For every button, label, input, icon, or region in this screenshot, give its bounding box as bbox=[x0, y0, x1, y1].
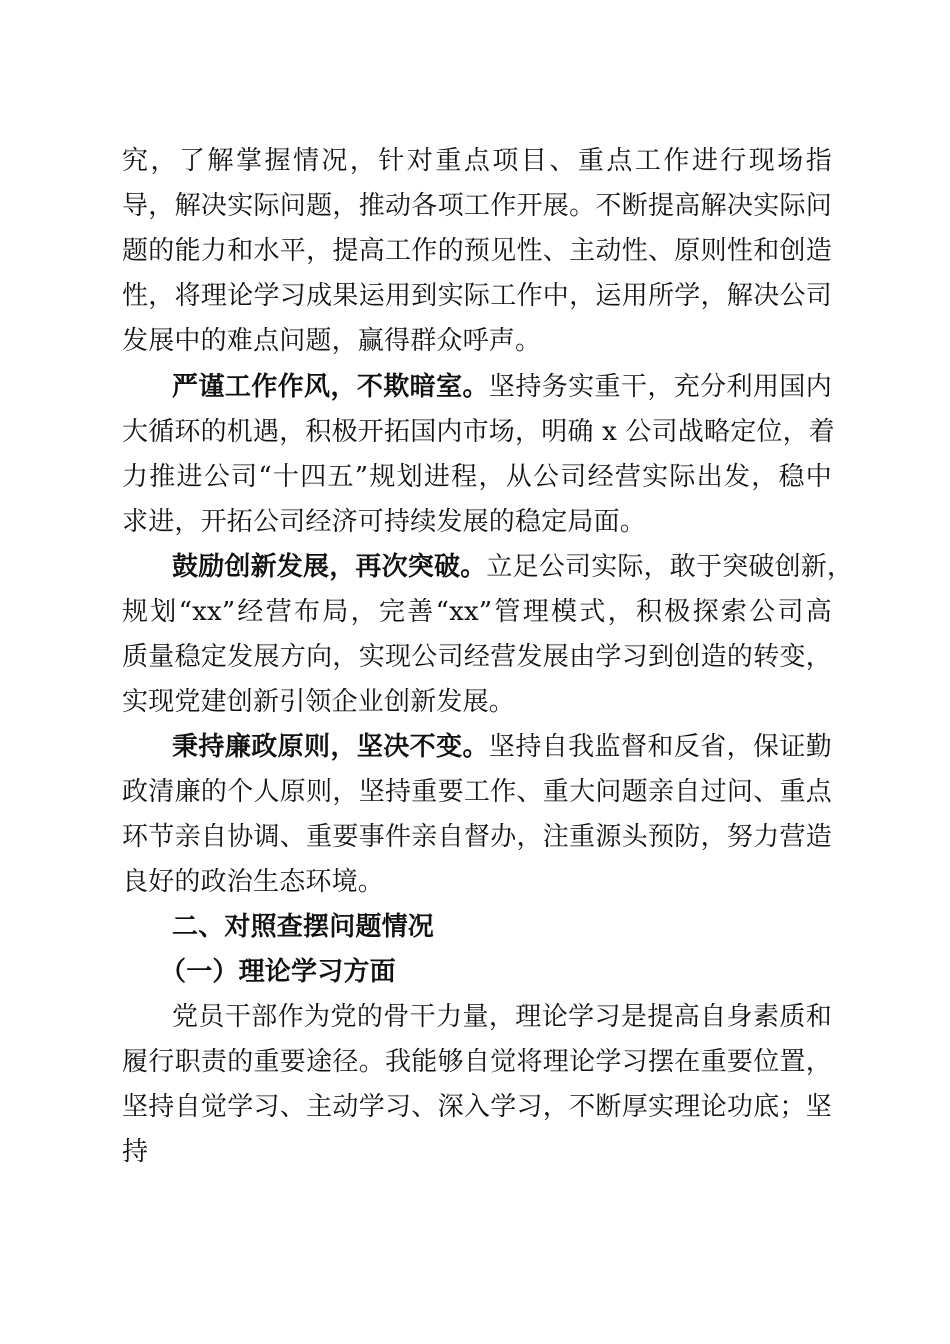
paragraph-first-line: 党员干部作为党的骨干力量，理论学习是提高自身素质和 bbox=[172, 1002, 832, 1032]
body-line: 导，解决实际问题，推动各项工作开展。不断提高解决实际问 bbox=[122, 191, 832, 221]
body-line: 履行职责的重要途径。我能够自觉将理论学习摆在重要位置， bbox=[122, 1047, 832, 1077]
section-heading: 二、对照查摆问题情况 bbox=[172, 912, 435, 942]
body-line: 实现党建创新引领企业创新发展。 bbox=[122, 687, 516, 717]
body-line: 题的能力和水平，提高工作的预见性、主动性、原则性和创造 bbox=[122, 236, 832, 266]
paragraph-first-line bbox=[172, 732, 832, 762]
body-line: 环节亲自协调、重要事件亲自督办，注重源头预防，努力营造 bbox=[122, 822, 832, 852]
subsection-heading: （一）理论学习方面 bbox=[160, 957, 396, 987]
body-line: 求进，开拓公司经济可持续发展的稳定局面。 bbox=[122, 507, 647, 537]
paragraph-text: 坚持自我监督和反省，保证勤 bbox=[488, 732, 832, 762]
paragraph-text: 坚持务实重干，充分利用国内 bbox=[488, 372, 832, 402]
body-line: 大循环的机遇，积极开拓国内市场，明确 x 公司战略定位，着 bbox=[122, 417, 835, 447]
body-line: 规划“xx”经营布局，完善“xx”管理模式，积极探索公司高 bbox=[122, 597, 832, 627]
body-line: 质量稳定发展方向，实现公司经营发展由学习到创造的转变， bbox=[122, 642, 832, 672]
body-line: 政清廉的个人原则，坚持重要工作、重大问题亲自过问、重点 bbox=[122, 777, 832, 807]
body-line: 力推进公司“十四五”规划进程，从公司经营实际出发，稳中 bbox=[122, 462, 832, 492]
paragraph-first-line bbox=[172, 372, 832, 402]
body-line: 性，将理论学习成果运用到实际工作中，运用所学，解决公司 bbox=[122, 281, 832, 311]
body-line: 究，了解掌握情况，针对重点项目、重点工作进行现场指 bbox=[122, 146, 832, 176]
paragraph-heading: 严谨工作作风，不欺暗室。 bbox=[172, 372, 489, 402]
paragraph-text: 立足公司实际，敢于突破创新， bbox=[486, 552, 854, 582]
paragraph-heading: 鼓励创新发展，再次突破。 bbox=[172, 552, 487, 582]
body-line: 持 bbox=[122, 1137, 149, 1167]
paragraph-heading: 秉持廉政原则，坚决不变。 bbox=[172, 732, 489, 762]
paragraph-first-line bbox=[172, 552, 854, 582]
body-line: 良好的政治生态环境。 bbox=[122, 867, 385, 897]
body-line: 发展中的难点问题，赢得群众呼声。 bbox=[122, 326, 542, 356]
body-line: 坚持自觉学习、主动学习、深入学习，不断厚实理论功底；坚 bbox=[122, 1092, 832, 1122]
